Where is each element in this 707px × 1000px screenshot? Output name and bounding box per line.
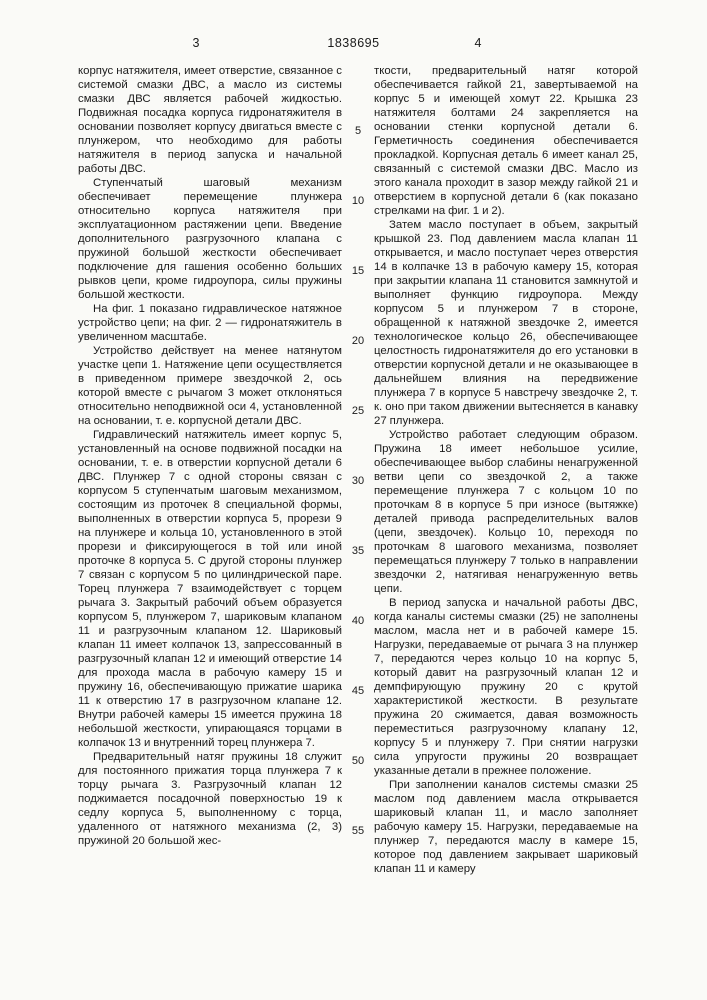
line-number: 40 [351,615,365,627]
page-number-right: 4 [474,36,482,50]
patent-number: 1838695 [327,36,380,50]
paragraph: Гидравлический натяжитель имеет корпус 5, установленный на основе подвижной посадки на основании, т. е. в отверстии корпусной детали 6 ДВС. Плунжер 7 с одной стороны связан с корпусом 5 ступенчатым шаговым механизмом, состоящим из проточек 8 специальной формы, выполненных в отверстии корпуса 5, прорези 9 на плунжере и кольца 10, установленного в этой прорези и фиксирующегося в той или иной проточке 8 корпуса 5. С другой стороны плунжер 7 связан с корпусом 5 по цилиндрической паре. Торец плунжера 7 взаимодействует с торцем рычага 3. Закрытый рабочий объем образуется корпусом 5, плунжером 7, шариковым клапаном 11 и разгрузочным клапаном 12. Шариковый клапан 11 имеет колпачок 13, запрессованный в разгрузочный клапан 12 и имеющий отверстие 14 для прохода масла в рабочую камеру 15 и пружину 16, обеспечивающую прижатие шарика 11 к отверстию 17 в разгрузочном клапане 12. Внутри рабочей камеры 15 имеется пружина 18 небольшой жесткости, упирающаяся торцами в колпачок 13 и внутренний торец плунжера 7. [78,429,342,749]
line-number: 45 [351,685,365,697]
right-column [374,64,638,960]
paragraph: Устройство работает следующим образом. Пружина 18 имеет небольшое усилие, обеспечивающее выбор слабины ненагруженной ветви цепи со звездочкой 2, а также перемещение плунжера 7 с кольцом 10 по проточкам 8 в корпусе 5 при износе (вытяжке) деталей привода распределительных валов (цепи, звездочек). Кольцо 10, переходя по проточкам 8 шагового механизма, позволяет перемещаться плунжеру 7 только в направлении звездочки 2, натягивая ненагруженную ветвь цепи. [374,429,638,595]
line-number: 15 [351,265,365,277]
page-number-left: 3 [192,36,200,50]
line-number: 5 [354,125,362,137]
page-header [0,36,707,54]
paragraph: При заполнении каналов системы смазки 25 маслом под давлением масла открывается шариковый клапан 11, и масло заполняет рабочую камеру 15. Нагрузки, передаваемые на плунжер 7, передаются маслу в камере 15, которое под давлением закрывает шариковый клапан 11 и камеру [374,779,638,875]
left-column [78,64,342,960]
paragraph: корпус натяжителя, имеет отверстие, связанное с системой смазки ДВС, а масло из системы смазки ДВС является рабочей жидкостью. Подвижная посадка корпуса гидронатяжителя в основании позволяет корпусу двигаться вместе с плунжером, что необходимо для работы натяжителя в период запуска и начальной работы ДВС. [78,65,342,175]
paragraph: В период запуска и начальной работы ДВС, когда каналы системы смазки (25) не заполнены маслом, масла нет и в рабочей камере 15. Нагрузки, передаваемые от рычага 3 на плунжер 7, передаются через кольцо 10 на корпус 5, который давит на разгрузочный клапан 12 и демпфирующую пружину 20 с крутой характеристикой жесткости. В результате пружина 20 сжимается, давая возможность переместиться разгрузочному клапану 12, корпусу 5 и плунжеру 7. При снятии нагрузки сила упругости пружины 20 возвращает указанные детали в прежнее положение. [374,597,638,777]
paragraph: Затем масло поступает в объем, закрытый крышкой 23. Под давлением масла клапан 11 открывается, и масло поступает через отверстия 14 в колпачке 13 в рабочую камеру 15, которая при закрытии клапана 11 становится замкнутой и выполняет функцию гидроупора. Между корпусом 5 и плунжером 7 в стороне, обращенной к натяжной звездочке 2, имеется технологическое кольцо 26, обеспечивающее целостность гидронатяжителя до его установки в отверстии корпусной детали и не оказывающее в дальнейшем влияния на передвижение плунжера 7 в корпусе 5 навстречу звездочке 2, т. к. оно при таком движении вытесняется в канавку 27 плунжера. [374,219,638,427]
line-number: 30 [351,475,365,487]
line-number: 25 [351,405,365,417]
paragraph: Ступенчатый шаговый механизм обеспечивает перемещение плунжера относительно корпуса натяжителя при эксплуатационном растяжении цепи. Введение дополнительного разгрузочного клапана с пружиной большой жесткости обеспечивает подключение для гашения особенно больших рывков цепи, кроме гидроупора, силы пружины большой жесткости. [78,177,342,301]
line-number: 35 [351,545,365,557]
line-number: 50 [351,755,365,767]
paragraph: Устройство действует на менее натянутом участке цепи 1. Натяжение цепи осуществляется в приведенном примере звездочкой 2, ось которой вместе с рычагом 3 может отклоняться относительно неподвижной оси 4, установленной на основании, т. е. корпусной детали ДВС. [78,345,342,427]
line-number: 55 [351,825,365,837]
document-body [78,64,638,960]
paragraph: На фиг. 1 показано гидравлическое натяжное устройство цепи; на фиг. 2 — гидронатяжитель в увеличенном масштабе. [78,303,342,343]
line-number-gutter [342,64,374,960]
paragraph: ткости, предварительный натяг которой обеспечивается гайкой 21, завертываемой на корпус 5 и имеющей хомут 22. Крышка 23 натяжителя болтами 24 закрепляется на основании стенки корпусной детали 6. Герметичность соединения обеспечивается прокладкой. Корпусная деталь 6 имеет канал 25, связанный с системой смазки ДВС. Масло из этого канала проходит в зазор между гайкой 21 и отверстием в корпусной детали 6 (как показано стрелками на фиг. 1 и 2). [374,65,638,217]
line-number: 10 [351,195,365,207]
line-number: 20 [351,335,365,347]
paragraph: Предварительный натяг пружины 18 служит для постоянного прижатия торца плунжера 7 к торцу рычага 3. Разгрузочный клапан 12 поджимается посадочной поверхностью 19 к седлу корпуса 5, выполненному с торца, удаленного от натяжного механизма (2, 3) пружиной 20 большой жес- [78,751,342,847]
